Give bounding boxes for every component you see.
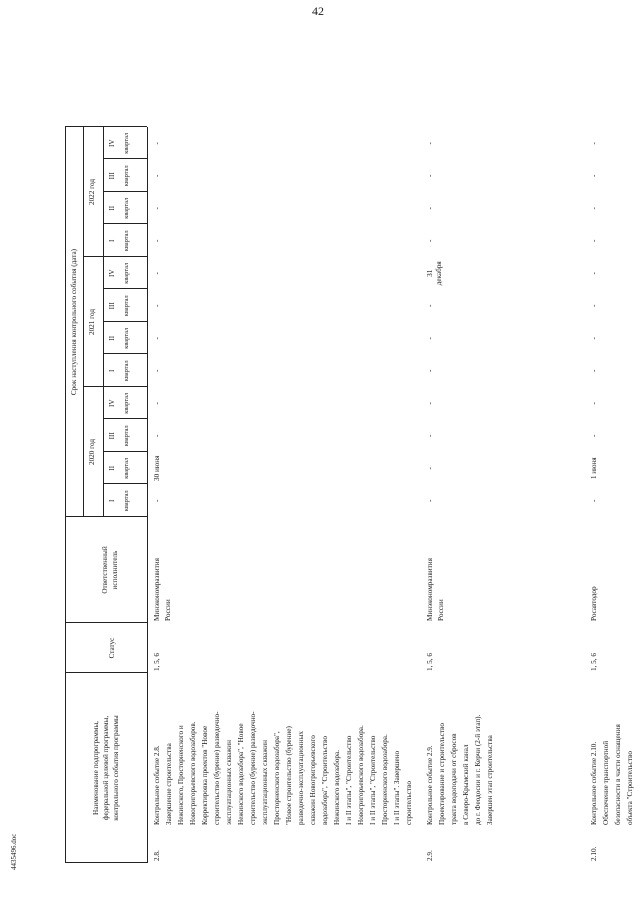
status-column-header: Статус <box>108 637 116 659</box>
row-name-line: эксплуатационных скважин <box>225 740 233 825</box>
quarter-cell: - <box>426 467 434 470</box>
year-header: 2020 год <box>88 439 96 465</box>
row-status: 1, 5, 6 <box>590 653 598 671</box>
row-executor: Минэкономразвития <box>153 558 161 621</box>
row-number: 2.8. <box>153 850 161 861</box>
executor-column-header: исполнитель <box>111 550 119 590</box>
quarter-numeral: II <box>108 205 116 211</box>
name-column-header: федеральной целевой программы, <box>102 715 110 821</box>
row-name-line: Контрольное событие 2.8. <box>153 745 161 825</box>
year-rule <box>103 127 104 517</box>
quarter-cell: - <box>426 142 434 145</box>
quarter-cell: - <box>153 207 161 210</box>
quarter-numeral: II <box>108 465 116 471</box>
quarter-cell: - <box>153 272 161 275</box>
quarter-cell: - <box>426 207 434 210</box>
quarter-label: квартал <box>123 197 130 219</box>
quarter-label: квартал <box>123 457 130 479</box>
quarter-cell: - <box>153 499 161 502</box>
quarter-cell: - <box>153 142 161 145</box>
quarter-numeral: IV <box>108 269 116 278</box>
quarter-cell: - <box>426 174 434 177</box>
footer-document-code: 4435496.doc <box>10 833 18 870</box>
row-executor: России <box>164 599 172 621</box>
quarter-cell: - <box>426 304 434 307</box>
header-bottom-rule <box>147 127 148 863</box>
quarter-cell: - <box>590 174 598 177</box>
row-name-line: Завершение строительства <box>165 743 173 825</box>
quarter-numeral: III <box>108 302 116 310</box>
row-name-line: строительство (бурение) разведочно- <box>249 711 257 825</box>
quarter-label: квартал <box>123 230 130 252</box>
quarter-numeral: II <box>108 335 116 341</box>
quarter-label: квартал <box>123 132 130 154</box>
row-name-line: до г. Феодосии и г. Керчи (2-й этап). <box>474 714 482 825</box>
row-name-line: I и II этапы". Завершено <box>393 750 401 825</box>
quarter-cell: - <box>590 434 598 437</box>
row-executor: Росавтодор <box>590 586 598 621</box>
quarter-cell: - <box>590 304 598 307</box>
row-name-line: Корректировка проектов "Новое <box>201 725 209 825</box>
quarter-numeral: I <box>108 239 116 242</box>
row-name-line: скважин Новогригорьевского <box>309 735 317 825</box>
quarter-label: квартал <box>123 392 130 414</box>
row-status: 1, 5, 6 <box>426 653 434 671</box>
name-column-header: контрольного события программы <box>112 715 120 821</box>
page-number: 42 <box>312 4 324 18</box>
quarter-cell: - <box>590 272 598 275</box>
quarter-cell: - <box>153 402 161 405</box>
row-name-line: I и II этапы", "Строительство <box>369 735 377 825</box>
name-column-header: Наименование подпрограммы, <box>92 721 100 815</box>
quarter-cell: - <box>426 239 434 242</box>
row-name-line: "Новое строительство (бурение) <box>285 726 293 825</box>
row-name-line: Просторненского водозабора. <box>381 734 389 825</box>
year-header: 2022 год <box>88 179 96 205</box>
quarter-cell: - <box>590 239 598 242</box>
row-name-line: Проектирование и строительство <box>438 723 446 825</box>
deadline-header: Срок наступления контрольного события (дата) <box>70 248 78 396</box>
quarter-numeral: I <box>108 499 116 502</box>
quarter-cell: - <box>153 337 161 340</box>
quarter-cell: - <box>426 369 434 372</box>
quarter-cell: 1 июня <box>590 457 598 480</box>
quarter-cell: - <box>426 337 434 340</box>
quarter-numeral: III <box>108 172 116 180</box>
row-name-line: Контрольное событие 2.9. <box>426 745 434 825</box>
quarter-cell: - <box>590 207 598 210</box>
row-name-line: эксплуатационных скважин <box>261 740 269 825</box>
quarter-cell: - <box>590 337 598 340</box>
quarter-label: квартал <box>123 360 130 382</box>
quarter-label: квартал <box>123 327 130 349</box>
row-name-line: Просторненского водозабора", <box>273 731 281 825</box>
quarter-cell: 31 декабря <box>426 261 443 286</box>
quarter-cell: - <box>153 174 161 177</box>
quarter-cell: - <box>426 402 434 405</box>
row-number: 2.10. <box>590 846 598 861</box>
row-name-line: Контрольное событие 2.10. <box>590 741 598 825</box>
row-number: 2.9. <box>426 850 434 861</box>
row-name-line: Новогригорьевского водозабора. <box>357 725 365 825</box>
quarter-label: квартал <box>123 425 130 447</box>
row-status: 1, 5, 6 <box>153 653 161 671</box>
row-name-line: Нежинского, Просторненского и <box>177 725 185 825</box>
quarter-cell: - <box>426 434 434 437</box>
quarter-numeral: I <box>108 369 116 372</box>
executor-column-header: Ответственный <box>101 546 109 594</box>
row-name-line: водозабора", "Строительство <box>321 736 329 825</box>
row-name-line: Нежинского водозабора. <box>333 750 341 825</box>
row-name-line: I и II этапы", "Строительство <box>345 735 353 825</box>
header-top-rule <box>65 127 66 863</box>
row-name-line: строительство (бурение) разведочно- <box>213 711 221 825</box>
quarter-cell: - <box>153 434 161 437</box>
quarter-label: квартал <box>123 295 130 317</box>
row-executor: России <box>437 599 445 621</box>
row-name-line: тракта водоподачи от сбросов <box>450 733 458 825</box>
row-name-line: разведочно-эксплуатационных <box>297 731 305 825</box>
row-name-line: объекта "Строительство <box>626 751 634 825</box>
quarter-cell: - <box>153 304 161 307</box>
quarter-cell: - <box>590 142 598 145</box>
row-executor: Минэкономразвития <box>426 558 434 621</box>
row-name-line: в Северо-Крымский канал <box>462 744 470 825</box>
quarter-label: квартал <box>123 165 130 187</box>
quarter-label: квартал <box>123 490 130 512</box>
quarter-cell: - <box>590 369 598 372</box>
quarter-cell: - <box>153 239 161 242</box>
row-name-line: Завершен этап строительства <box>486 735 494 825</box>
row-name-line: строительство <box>405 781 413 825</box>
quarter-numeral: IV <box>108 139 116 148</box>
quarter-cell: 30 июня <box>153 455 161 481</box>
quarter-cell: - <box>153 369 161 372</box>
quarter-cell: - <box>426 499 434 502</box>
deadline-title-rule <box>83 127 84 517</box>
quarter-numeral: IV <box>108 399 116 408</box>
quarter-cell: - <box>590 499 598 502</box>
row-name-line: Нежинского водозабора", "Новое <box>237 723 245 825</box>
row-name-line: безопасности в части оснащения <box>614 724 622 825</box>
quarter-numeral: III <box>108 432 116 440</box>
quarter-label: квартал <box>123 262 130 284</box>
year-header: 2021 год <box>88 309 96 335</box>
quarter-cell: - <box>590 402 598 405</box>
row-name-line: Обеспечение транспортной <box>602 740 610 825</box>
row-name-line: Новогригорьевского водозаборов. <box>189 721 197 825</box>
